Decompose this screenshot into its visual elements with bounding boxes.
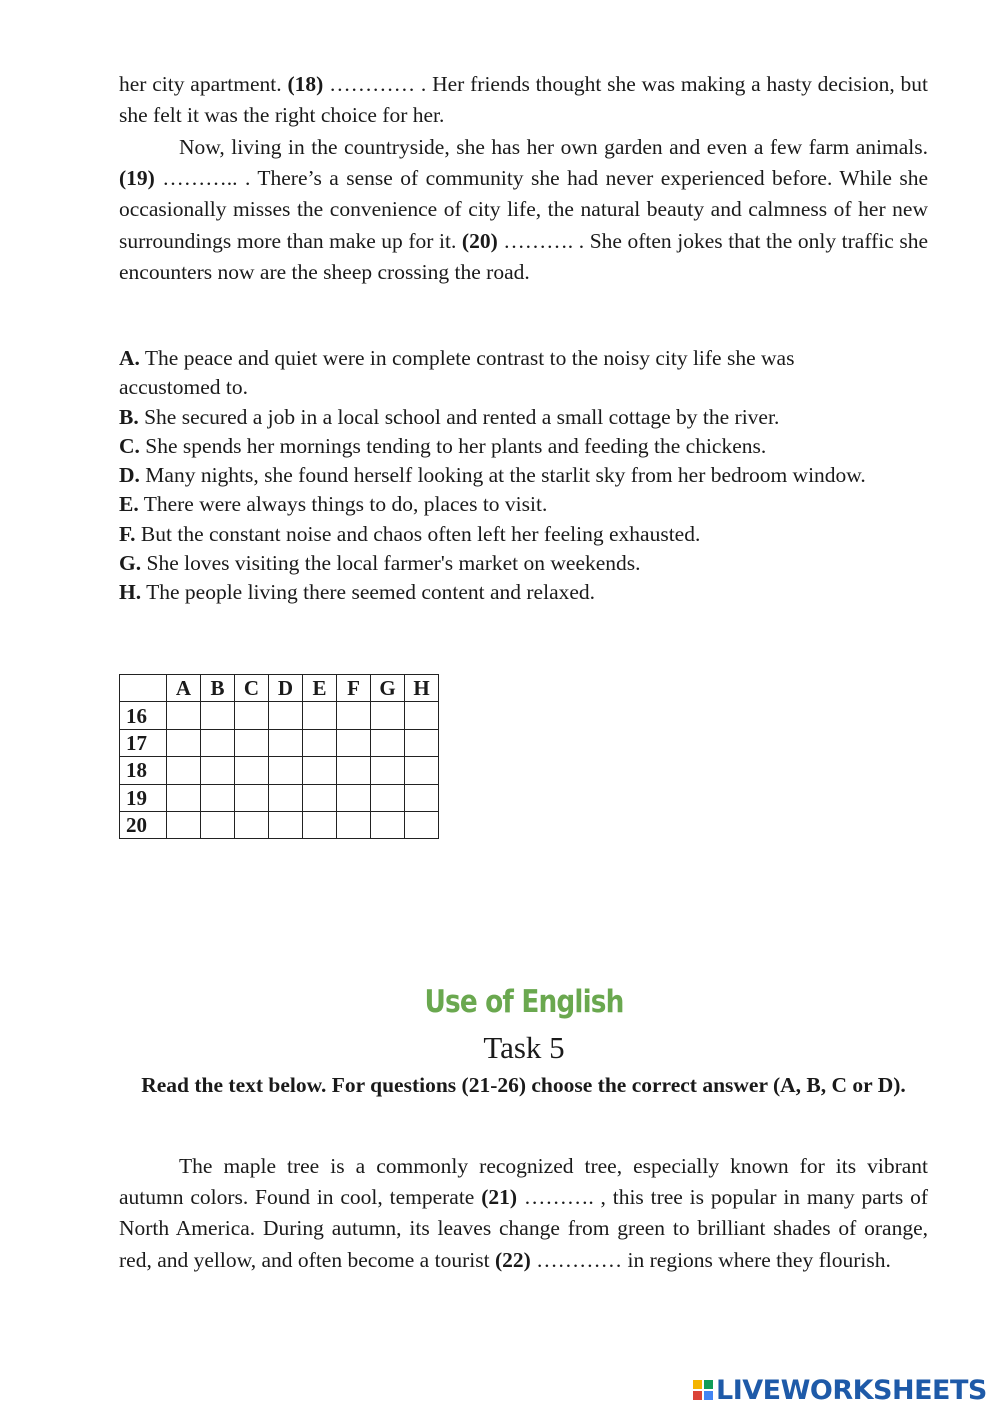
grid-answer-cell[interactable] [167, 757, 201, 784]
grid-answer-cell[interactable] [371, 729, 405, 756]
liveworksheets-logo [693, 1375, 987, 1405]
grid-answer-cell[interactable] [337, 702, 371, 729]
grid-answer-cell[interactable] [235, 784, 269, 811]
logo-square [704, 1391, 713, 1400]
option-g: G. She loves visiting the local farmer's market on weekends. [119, 551, 641, 576]
grid-row-header: 18 [120, 757, 167, 784]
grid-col-header: C [235, 675, 269, 702]
task-instruction: Read the text below. For questions (21-26) choose the correct answer (A, B, C or D). [141, 1073, 906, 1097]
grid-answer-cell[interactable] [405, 757, 439, 784]
passage-paragraph-maple: The maple tree is a commonly recognized tree, especially known for its vibrant autumn colors. Found in cool, temperate (21) ………. , this tree is popular in many parts of North America. During autumn, its leaves change from green to brilliant shades of orange, red, and yellow, and often become a tourist (22) ………… in regions where they flourish. [119, 1154, 928, 1272]
answer-grid-header [120, 675, 439, 702]
answer-grid-row [120, 784, 439, 811]
grid-answer-cell[interactable] [269, 702, 303, 729]
grid-answer-cell[interactable] [303, 811, 337, 838]
answer-grid-row [120, 757, 439, 784]
section-title: Use of English [424, 984, 624, 1020]
grid-answer-cell[interactable] [167, 784, 201, 811]
grid-answer-cell[interactable] [201, 757, 235, 784]
grid-answer-cell[interactable] [235, 811, 269, 838]
grid-answer-cell[interactable] [167, 702, 201, 729]
grid-answer-cell[interactable] [303, 729, 337, 756]
grid-answer-cell[interactable] [405, 784, 439, 811]
grid-answer-cell[interactable] [303, 784, 337, 811]
grid-answer-cell[interactable] [167, 811, 201, 838]
answer-grid-row [120, 811, 439, 838]
logo-square [693, 1391, 702, 1400]
grid-col-header: B [201, 675, 235, 702]
answer-grid [119, 674, 439, 839]
option-b: B. She secured a job in a local school and rented a small cottage by the river. [119, 404, 780, 429]
passage-paragraph-2: Now, living in the countryside, she has her own garden and even a few farm animals. (19) ……….. . There’s a sense of community she had never experienced before. While she occasionally misses the convenience of city life, the natural beauty and calmness of her new surroundings more than make up for it. (20) ………. . She often jokes that the only traffic she encounters now are the sheep crossing the road. [119, 135, 928, 284]
grid-answer-cell[interactable] [167, 729, 201, 756]
grid-answer-cell[interactable] [337, 811, 371, 838]
grid-col-header: A [167, 675, 201, 702]
grid-answer-cell[interactable] [303, 702, 337, 729]
grid-answer-cell[interactable] [405, 811, 439, 838]
grid-answer-cell[interactable] [269, 784, 303, 811]
blank-19-number: (19) [119, 166, 155, 191]
grid-answer-cell[interactable] [405, 702, 439, 729]
liveworksheets-logo-icon [693, 1380, 713, 1400]
grid-corner [120, 675, 167, 702]
option-f: F. But the constant noise and chaos often left her feeling exhausted. [119, 521, 701, 546]
grid-row-header: 20 [120, 811, 167, 838]
logo-square [704, 1380, 713, 1389]
grid-answer-cell[interactable] [235, 702, 269, 729]
liveworksheets-logo-text: LIVEWORKSHEETS [716, 1374, 987, 1406]
grid-answer-cell[interactable] [235, 757, 269, 784]
grid-answer-cell[interactable] [303, 757, 337, 784]
grid-answer-cell[interactable] [201, 784, 235, 811]
grid-answer-cell[interactable] [269, 811, 303, 838]
option-c: C. She spends her mornings tending to her plants and feeding the chickens. [119, 433, 767, 458]
grid-answer-cell[interactable] [337, 729, 371, 756]
answer-grid-row [120, 729, 439, 756]
grid-col-header: G [371, 675, 405, 702]
grid-row-header: 16 [120, 702, 167, 729]
grid-row-header: 17 [120, 729, 167, 756]
passage-paragraph-1: her city apartment. (18) ………… . Her friends thought she was making a hasty decision, but she felt it was the right choice for her. [119, 72, 928, 128]
grid-answer-cell[interactable] [269, 757, 303, 784]
grid-answer-cell[interactable] [201, 811, 235, 838]
blank-21-number: (21) [481, 1185, 518, 1210]
grid-col-header: D [269, 675, 303, 702]
logo-square [693, 1380, 702, 1389]
grid-answer-cell[interactable] [405, 729, 439, 756]
option-h: H. The people living there seemed content and relaxed. [119, 580, 596, 605]
grid-row-header: 19 [120, 784, 167, 811]
grid-col-header: E [303, 675, 337, 702]
blank-18-number: (18) [287, 72, 324, 96]
blank-20-number: (20) [461, 228, 498, 253]
grid-col-header: F [337, 675, 371, 702]
grid-answer-cell[interactable] [337, 757, 371, 784]
grid-answer-cell[interactable] [371, 757, 405, 784]
grid-col-header: H [405, 675, 439, 702]
options-list [119, 344, 879, 608]
grid-answer-cell[interactable] [269, 729, 303, 756]
grid-answer-cell[interactable] [371, 811, 405, 838]
grid-answer-cell[interactable] [337, 784, 371, 811]
answer-grid-row [120, 702, 439, 729]
blank-22-number: (22) [494, 1247, 531, 1272]
grid-answer-cell[interactable] [371, 702, 405, 729]
grid-answer-cell[interactable] [235, 729, 269, 756]
option-e: E. There were always things to do, places to visit. [119, 492, 548, 517]
option-a: A. The peace and quiet were in complete contrast to the noisy city life she was accustomed to. [119, 346, 795, 400]
grid-answer-cell[interactable] [201, 729, 235, 756]
task-title: Task 5 [483, 1030, 565, 1065]
grid-answer-cell[interactable] [371, 784, 405, 811]
grid-answer-cell[interactable] [201, 702, 235, 729]
option-d: D. Many nights, she found herself looking at the starlit sky from her bedroom window. [119, 463, 866, 488]
